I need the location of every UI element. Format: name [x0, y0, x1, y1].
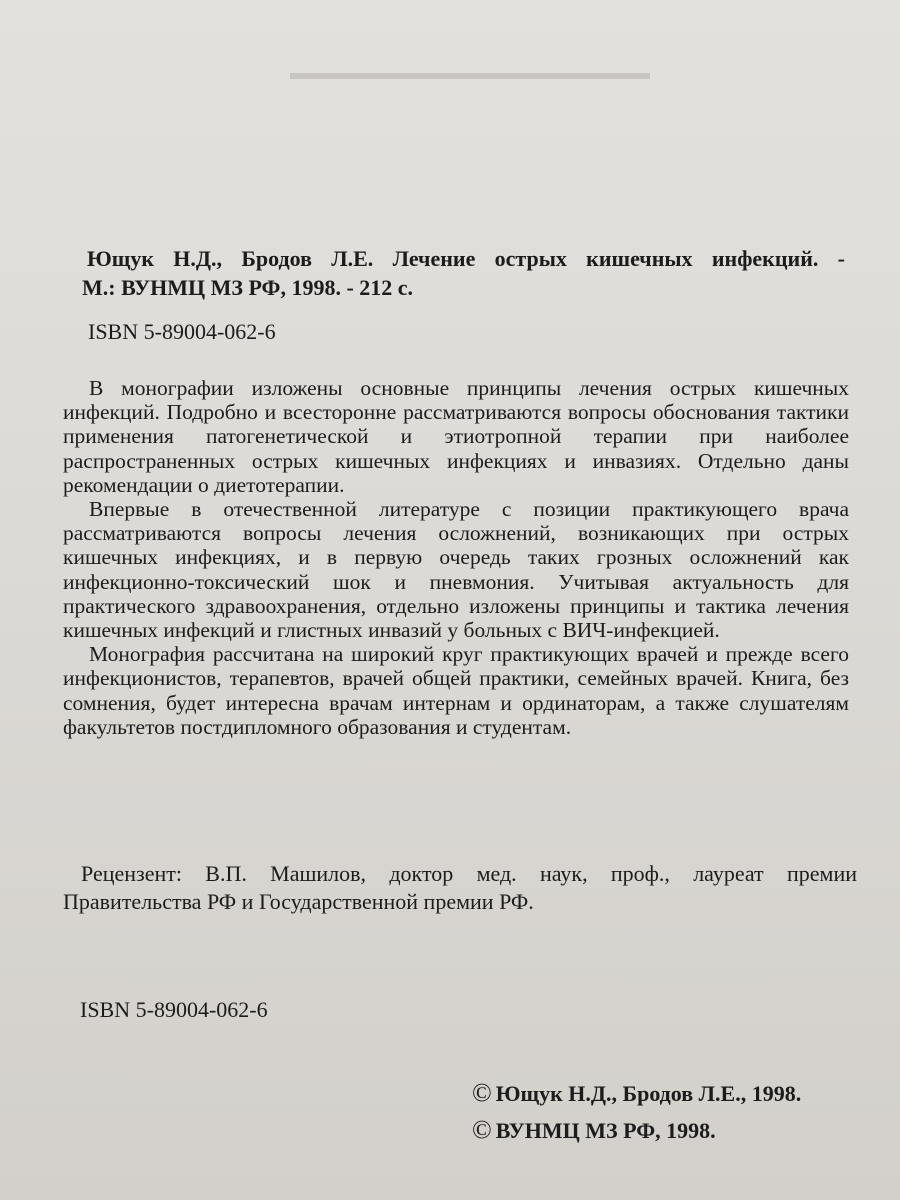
copyright-line-2 [472, 1112, 801, 1149]
copyright-line-1 [472, 1075, 801, 1112]
abstract-paragraph-3: Монография рассчитана на широкий круг практикующих врачей и прежде всего инфекционистов, терапевтов, врачей общей практики, семейных врачей. Книга, без сомнения, будет интересна врачам интернам и ординаторам, а также слушателям факультетов постдипломного образования и студентам. [63, 642, 849, 739]
copyright-symbol: © [472, 1078, 492, 1107]
citation-line-2: М.: ВУНМЦ МЗ РФ, 1998. - 212 с. [82, 275, 414, 300]
reviewer-note [63, 860, 857, 916]
isbn-bottom: ISBN 5-89004-062-6 [80, 997, 268, 1022]
isbn-top: ISBN 5-89004-062-6 [88, 319, 276, 344]
abstract-paragraph-2: Впервые в отечественной литературе с позиции практикующего врача рассматриваются вопросы лечения осложнений, возникающих при острых кишечных инфекциях, и в первую очередь таких грозных осложнений как инфекционно-токсический шок и пневмония. Учитывая актуальность для практического здравоохранения, отдельно изложены принципы и тактика лечения кишечных инфекций и глистных инвазий у больных с ВИЧ-инфекцией. [63, 497, 849, 643]
abstract-paragraph-1: В монографии изложены основные принципы лечения острых кишечных инфекций. Подробно и всесторонне рассматриваются вопросы обоснования тактики применения патогенетической и этиотропной терапии при наиболее распространенных острых кишечных инфекциях и инвазиях. Отдельно даны рекомендации о диетотерапии. [63, 376, 849, 497]
abstract [63, 376, 849, 739]
bibliographic-citation [82, 244, 845, 302]
copyright-symbol: © [472, 1115, 492, 1144]
citation-line-1: Ющук Н.Д., Бродов Л.Е. Лечение острых кишечных инфекций. - [87, 246, 845, 271]
copyright-block [472, 1075, 801, 1149]
copyright-authors: Ющук Н.Д., Бродов Л.Е., 1998. [495, 1081, 802, 1106]
reviewer-text: Рецензент: В.П. Машилов, доктор мед. наук, проф., лауреат премии Правительства РФ и Государственной премии РФ. [63, 861, 857, 914]
show-through-text: ▬▬▬▬▬▬▬▬▬▬▬▬▬▬▬▬▬▬ [290, 62, 650, 84]
copyright-publisher: ВУНМЦ МЗ РФ, 1998. [495, 1118, 716, 1143]
